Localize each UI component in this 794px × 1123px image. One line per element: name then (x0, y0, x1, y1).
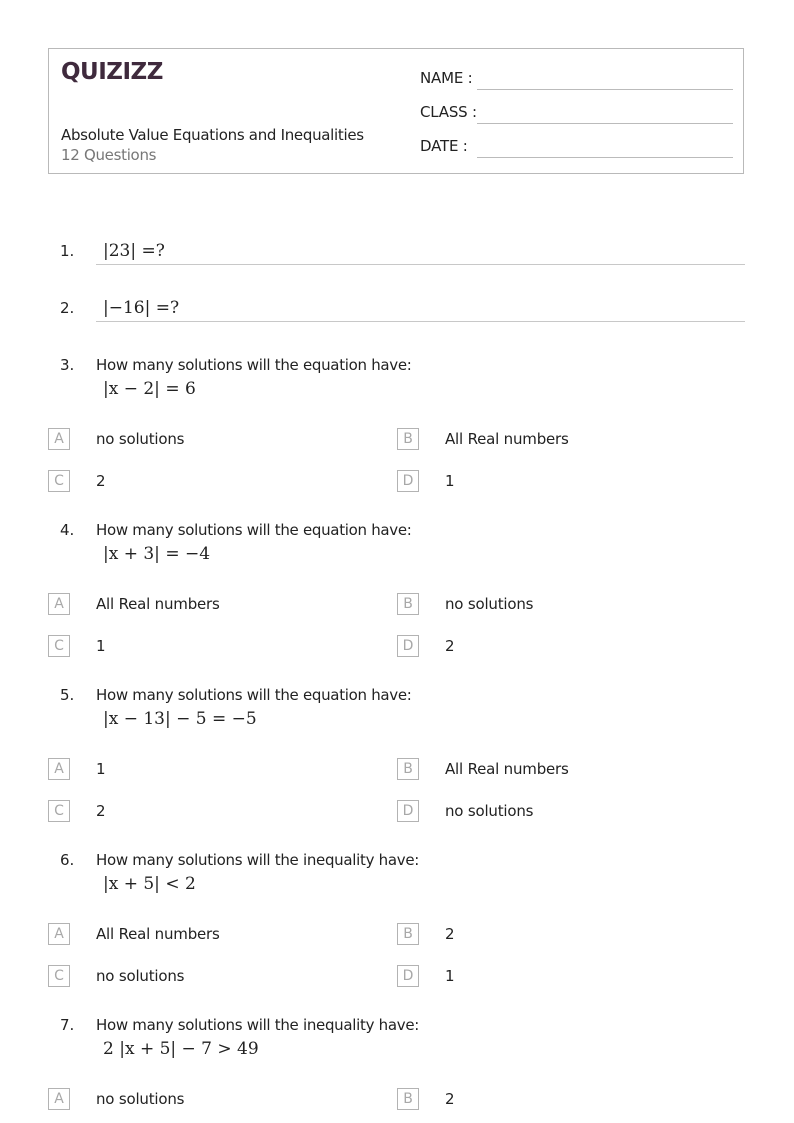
option-b-box[interactable]: B (397, 428, 419, 450)
question-math: |x − 13| − 5 = −5 (103, 709, 257, 729)
option-a-box[interactable]: A (48, 593, 70, 615)
option-b-text: 2 (445, 1090, 455, 1108)
question-math: |23| =? (103, 241, 165, 261)
question-number: 6. (60, 851, 75, 869)
name-line (477, 89, 733, 90)
question-number: 3. (60, 356, 75, 374)
option-c-text: no solutions (96, 967, 185, 985)
question-prompt: How many solutions will the inequality have: (96, 1016, 419, 1034)
option-d-text: 1 (445, 967, 455, 985)
question-number: 5. (60, 686, 75, 704)
option-c-text: 1 (96, 637, 106, 655)
option-b-box[interactable]: B (397, 593, 419, 615)
date-line (477, 157, 733, 158)
option-c-box[interactable]: C (48, 800, 70, 822)
class-line (477, 123, 733, 124)
option-c-text: 2 (96, 472, 106, 490)
option-a-box[interactable]: A (48, 758, 70, 780)
question-prompt: How many solutions will the equation have: (96, 521, 412, 539)
option-d-text: no solutions (445, 802, 534, 820)
question-math: |x + 3| = −4 (103, 544, 211, 564)
option-a-text: 1 (96, 760, 106, 778)
option-d-box[interactable]: D (397, 965, 419, 987)
option-d-box[interactable]: D (397, 800, 419, 822)
option-a-text: no solutions (96, 1090, 185, 1108)
date-label: DATE : (420, 137, 468, 155)
question-math: 2 |x + 5| − 7 > 49 (103, 1039, 259, 1059)
option-c-box[interactable]: C (48, 965, 70, 987)
question-math: |x − 2| = 6 (103, 379, 196, 399)
option-a-box[interactable]: A (48, 1088, 70, 1110)
answer-line (96, 264, 745, 265)
option-b-text: no solutions (445, 595, 534, 613)
option-b-text: 2 (445, 925, 455, 943)
option-b-box[interactable]: B (397, 923, 419, 945)
option-a-box[interactable]: A (48, 428, 70, 450)
name-label: NAME : (420, 69, 473, 87)
answer-line (96, 321, 745, 322)
option-d-box[interactable]: D (397, 635, 419, 657)
option-d-box[interactable]: D (397, 470, 419, 492)
question-prompt: How many solutions will the equation have: (96, 686, 412, 704)
option-c-box[interactable]: C (48, 470, 70, 492)
option-a-box[interactable]: A (48, 923, 70, 945)
option-b-text: All Real numbers (445, 430, 569, 448)
question-number: 2. (60, 299, 75, 317)
option-c-box[interactable]: C (48, 635, 70, 657)
quizizz-logo: QUIZIZZ (61, 59, 163, 85)
option-c-text: 2 (96, 802, 106, 820)
option-b-text: All Real numbers (445, 760, 569, 778)
question-math: |−16| =? (103, 298, 180, 318)
option-a-text: no solutions (96, 430, 185, 448)
question-number: 1. (60, 242, 75, 260)
worksheet-header (48, 48, 744, 174)
option-d-text: 1 (445, 472, 455, 490)
question-prompt: How many solutions will the inequality have: (96, 851, 419, 869)
question-number: 7. (60, 1016, 75, 1034)
class-label: CLASS : (420, 103, 477, 121)
question-count: 12 Questions (61, 146, 157, 164)
option-d-text: 2 (445, 637, 455, 655)
option-a-text: All Real numbers (96, 595, 220, 613)
option-a-text: All Real numbers (96, 925, 220, 943)
worksheet-title: Absolute Value Equations and Inequalities (61, 126, 364, 144)
question-number: 4. (60, 521, 75, 539)
option-b-box[interactable]: B (397, 1088, 419, 1110)
option-b-box[interactable]: B (397, 758, 419, 780)
question-math: |x + 5| < 2 (103, 874, 196, 894)
question-prompt: How many solutions will the equation have: (96, 356, 412, 374)
